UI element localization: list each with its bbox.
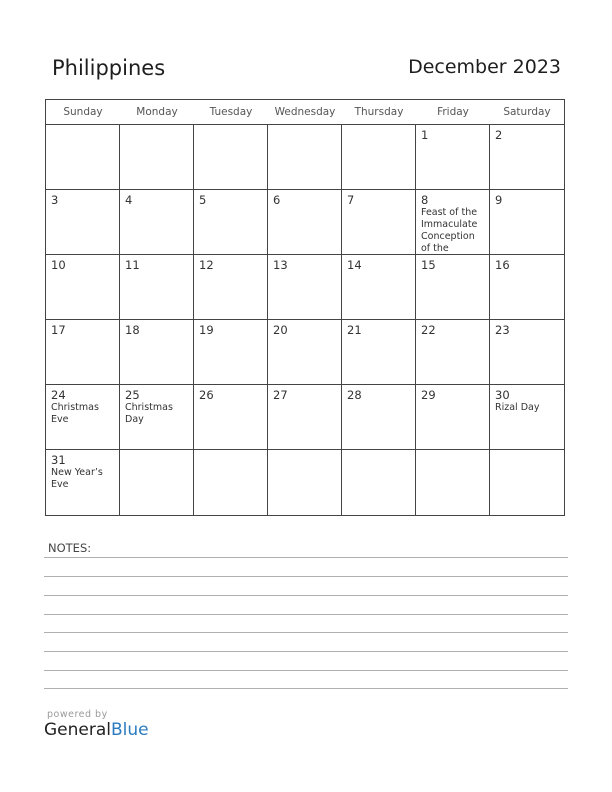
- brand-general: General: [44, 720, 111, 740]
- day-cell: [120, 450, 194, 515]
- generalblue-logo[interactable]: [44, 720, 149, 740]
- day-number: 6: [273, 193, 281, 207]
- day-number: 9: [495, 193, 503, 207]
- day-cell: [268, 450, 342, 515]
- day-cell: [490, 190, 564, 255]
- day-cell: [416, 385, 490, 450]
- weekday-sunday: Sunday: [63, 106, 103, 118]
- day-number: 8: [421, 193, 429, 207]
- day-number: 11: [125, 258, 140, 272]
- holiday-label: Feast of the Immaculate Conception of the: [421, 207, 478, 254]
- note-line: [44, 576, 568, 577]
- day-number: 3: [51, 193, 59, 207]
- day-number: 1: [421, 128, 429, 142]
- day-cell: [342, 385, 416, 450]
- day-number: 12: [199, 258, 214, 272]
- day-number: 22: [421, 323, 436, 337]
- holiday-label: Rizal Day: [495, 402, 540, 413]
- day-number: 29: [421, 388, 436, 402]
- weekday-saturday: Saturday: [503, 106, 551, 118]
- day-cell: [46, 190, 120, 255]
- day-number: 30: [495, 388, 510, 402]
- day-number: 2: [495, 128, 503, 142]
- month-title: December 2023: [408, 56, 561, 78]
- day-number: 31: [51, 453, 66, 467]
- day-cell: [194, 385, 268, 450]
- day-number: 19: [199, 323, 214, 337]
- day-cell: [46, 255, 120, 320]
- day-number: 27: [273, 388, 288, 402]
- weekday-header-row: [46, 100, 564, 125]
- day-cell: [342, 190, 416, 255]
- day-cell: [46, 320, 120, 385]
- day-cell: [490, 450, 564, 515]
- country-title: Philippines: [52, 56, 166, 80]
- holiday-label: Christmas Day: [125, 402, 173, 425]
- note-line: [44, 557, 568, 558]
- day-cell: [46, 450, 120, 515]
- day-cell: [490, 385, 564, 450]
- day-cell: [416, 320, 490, 385]
- day-number: 7: [347, 193, 355, 207]
- day-number: 20: [273, 323, 288, 337]
- day-cell: [416, 255, 490, 320]
- day-cell: [194, 320, 268, 385]
- weekday-monday: Monday: [136, 106, 178, 118]
- day-cell: [416, 450, 490, 515]
- weekday-friday: Friday: [437, 106, 469, 118]
- day-number: 26: [199, 388, 214, 402]
- day-cell: [194, 190, 268, 255]
- day-number: 5: [199, 193, 207, 207]
- day-cell: [416, 190, 490, 255]
- day-number: 4: [125, 193, 133, 207]
- day-cell: [268, 385, 342, 450]
- day-cell: [490, 320, 564, 385]
- day-cell: [342, 125, 416, 190]
- day-grid: [46, 125, 564, 515]
- notes-label: NOTES:: [48, 541, 92, 555]
- day-cell: [268, 190, 342, 255]
- day-number: 21: [347, 323, 362, 337]
- weekday-thursday: Thursday: [354, 106, 404, 118]
- day-cell: [120, 125, 194, 190]
- day-cell: [268, 255, 342, 320]
- day-number: 10: [51, 258, 66, 272]
- holiday-label: Christmas Eve: [51, 402, 99, 425]
- day-cell: [416, 125, 490, 190]
- holiday-label: New Year’s Eve: [51, 467, 103, 490]
- day-number: 16: [495, 258, 510, 272]
- day-cell: [268, 125, 342, 190]
- note-line: [44, 651, 568, 652]
- note-line: [44, 670, 568, 671]
- day-cell: [268, 320, 342, 385]
- day-number: 28: [347, 388, 362, 402]
- day-cell: [120, 190, 194, 255]
- day-number: 25: [125, 388, 140, 402]
- day-cell: [120, 385, 194, 450]
- day-number: 24: [51, 388, 66, 402]
- brand-blue: Blue: [111, 720, 149, 740]
- day-cell: [120, 320, 194, 385]
- note-line: [44, 595, 568, 596]
- day-number: 15: [421, 258, 436, 272]
- day-number: 17: [51, 323, 66, 337]
- day-cell: [46, 385, 120, 450]
- note-line: [44, 614, 568, 615]
- day-cell: [342, 255, 416, 320]
- note-line: [44, 632, 568, 633]
- day-number: 23: [495, 323, 510, 337]
- day-cell: [342, 450, 416, 515]
- note-line: [44, 688, 568, 689]
- day-cell: [342, 320, 416, 385]
- day-number: 14: [347, 258, 362, 272]
- powered-by-text: powered by: [47, 709, 108, 720]
- day-cell: [46, 125, 120, 190]
- day-number: 18: [125, 323, 140, 337]
- weekday-wednesday: Wednesday: [274, 106, 336, 118]
- day-cell: [490, 125, 564, 190]
- weekday-tuesday: Tuesday: [209, 106, 253, 118]
- day-cell: [194, 255, 268, 320]
- day-cell: [194, 450, 268, 515]
- day-cell: [490, 255, 564, 320]
- day-number: 13: [273, 258, 288, 272]
- day-cell: [120, 255, 194, 320]
- calendar-grid: [45, 99, 565, 516]
- day-cell: [194, 125, 268, 190]
